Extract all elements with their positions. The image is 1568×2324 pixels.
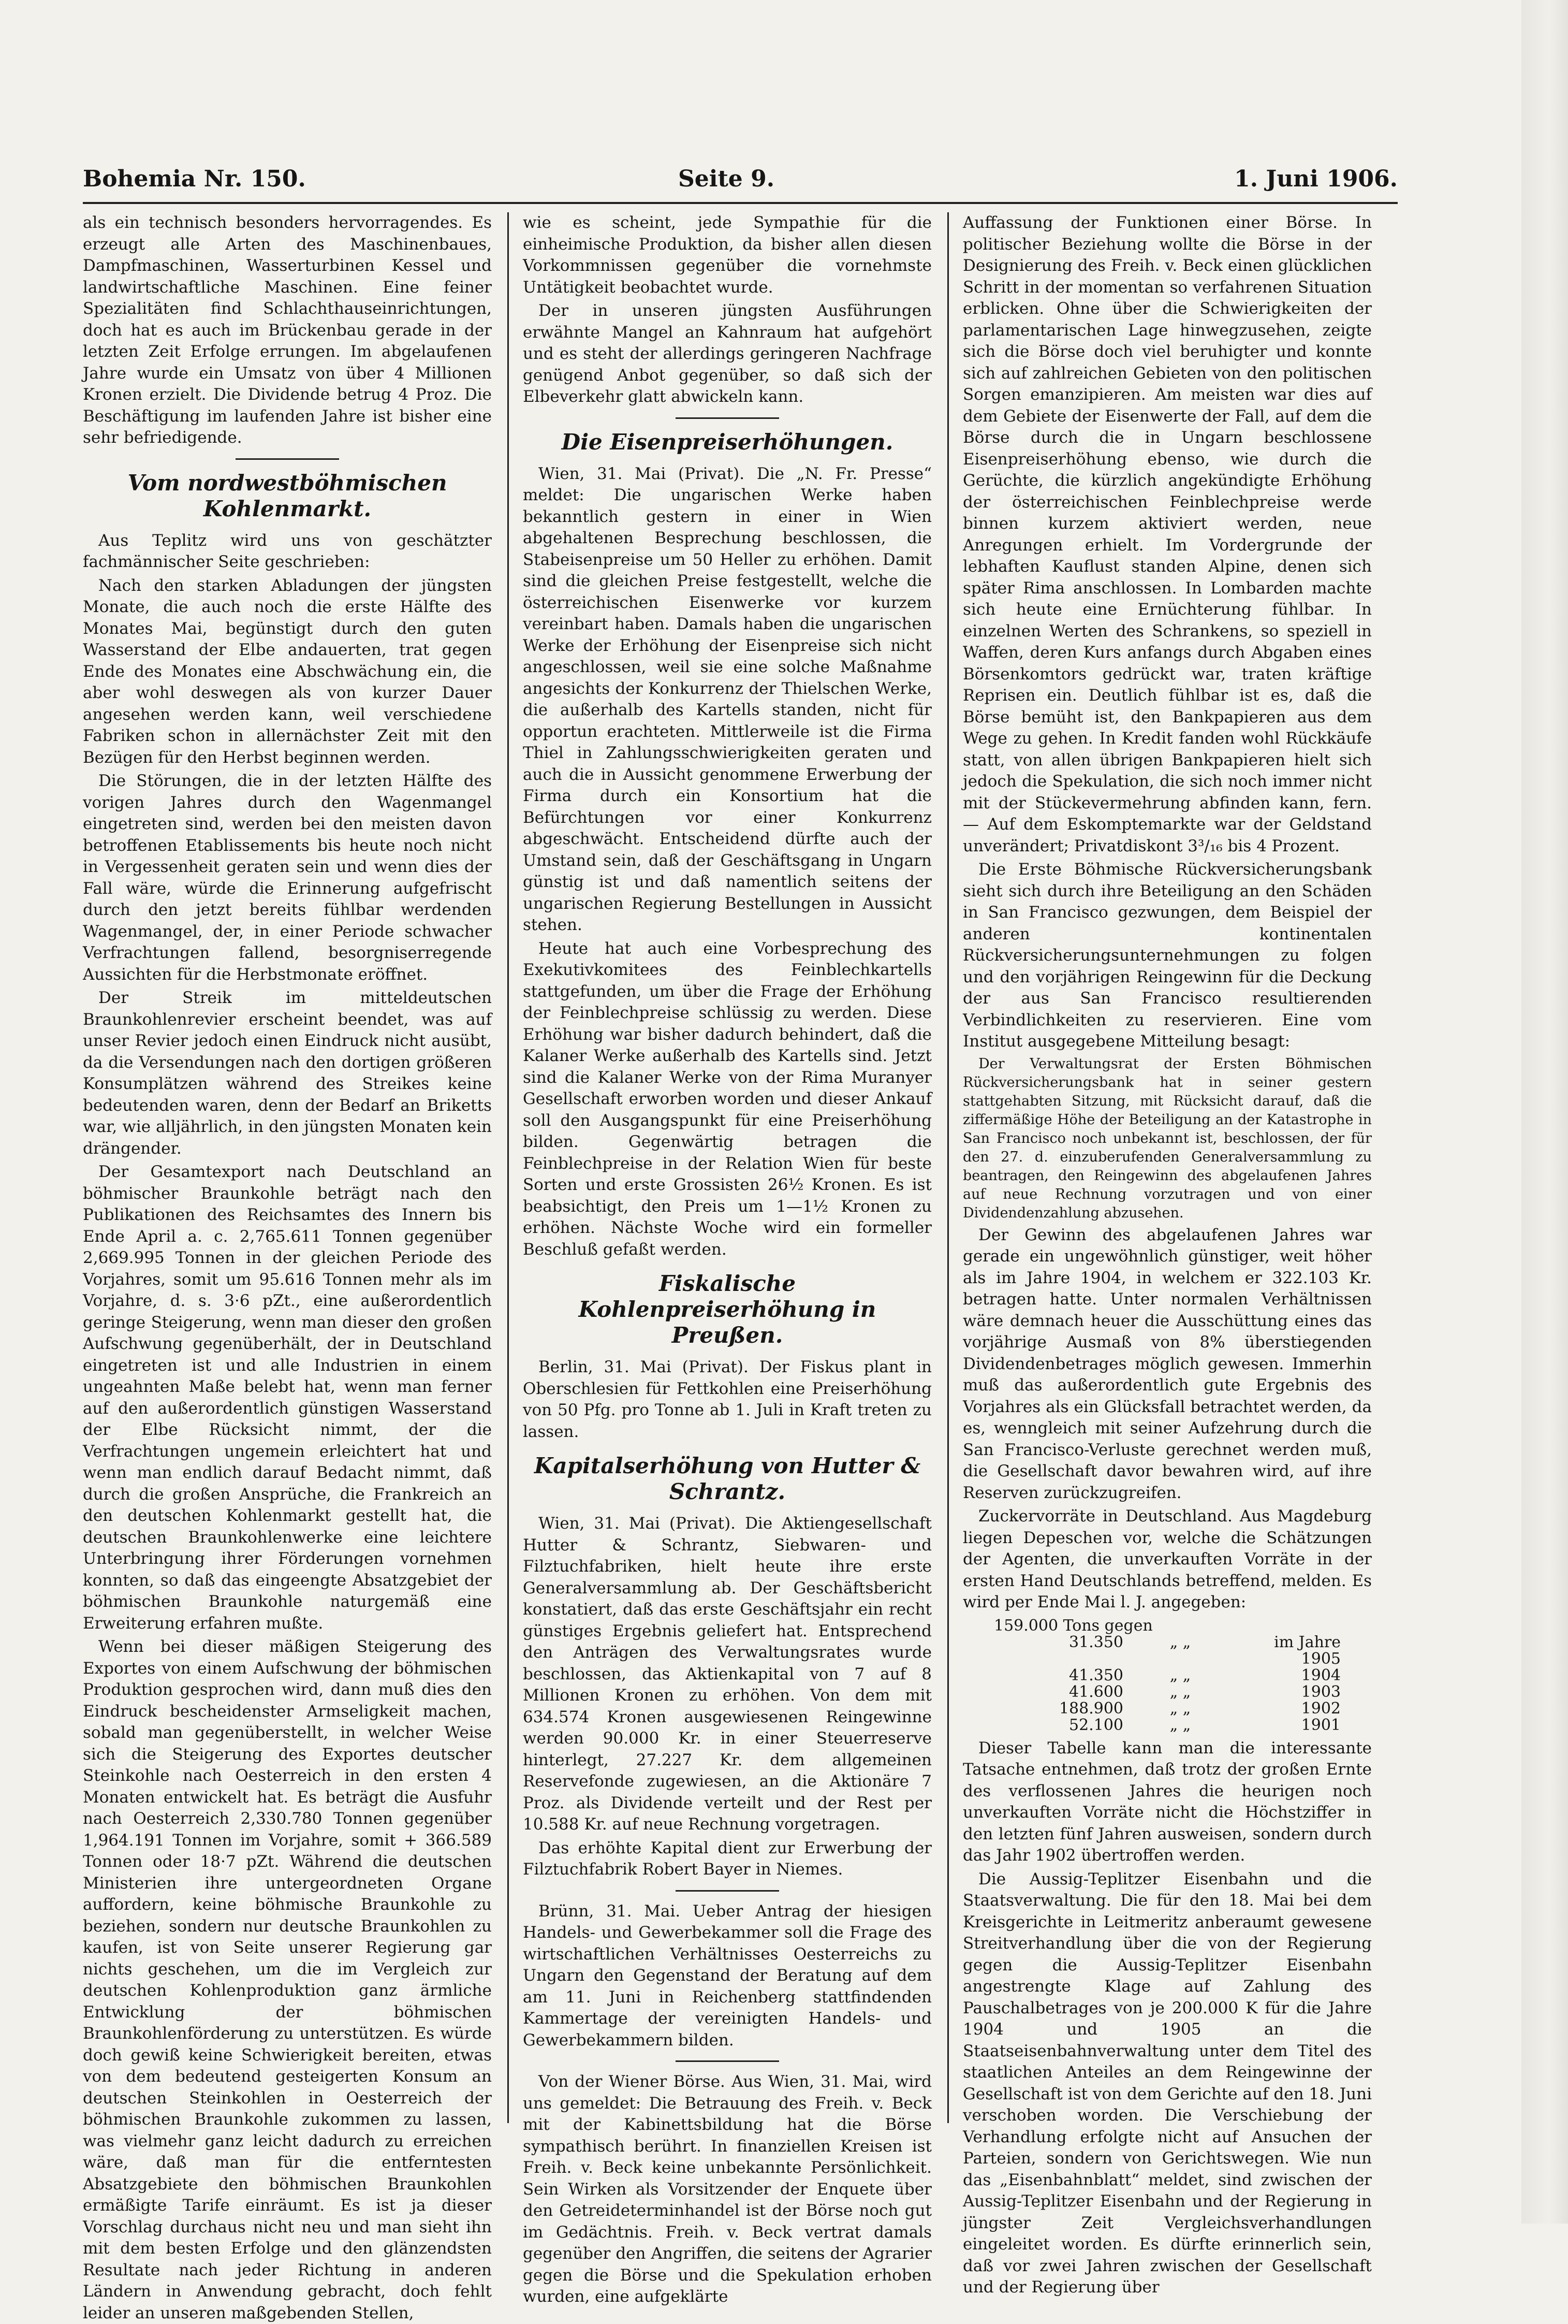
section-separator [676, 417, 779, 419]
paragraph: Der Gewinn des abgelaufenen Jahres war gerade ein ungewöhnlich günstiger, weit höher als im Jahre 1904, in welchem er 322.103 Kr. betragen hatte. Unter normalen Verhältnissen wäre demnach heuer die Ausschüttung eines das vorjährige Ausmaß von 8% überstiegenden Dividendenbetrages möglich gewesen. Immerhin muß das außerordentlich gute Ergebnis des Vorjahres als ein Glücksfall betrachtet werden, da es, wenngleich mit seiner Aufzehrung durch die San Francisco-Verluste gerechnet werden muß, die Gesellschaft davor bewahren wird, auf ihre Reserven zurückzugreifen. [963, 1225, 1372, 1502]
article-heading: Kapitalserhöhung von Hutter & Schrantz. [534, 1453, 921, 1504]
header-rule [83, 202, 1398, 204]
paragraph: Wien, 31. Mai (Privat). Die Aktiengesellschaft Hutter & Schrantz, Siebwaren- und Filztuchfabriken, hielt heute ihre erste Generalversammlung ab. Der Geschäftsbericht konstatiert, daß das erste Geschäftsjahr ein recht günstiges Ergebnis geliefert hat. Entsprechend den Anträgen des Verwaltungsrates wurde beschlossen, das Aktienkapital von 7 auf 8 Millionen Kronen zu erhöhen. Von dem mit 634.574 Kronen ausgewiesenen Reingewinne werden 90.000 Kr. in einer Steuerreserve hinterlegt, 27.227 Kr. dem allgemeinen Reservefonde zugewiesen, an die Aktionäre 7 Proz. als Dividende verteilt und der Rest per 10.588 Kr. auf neue Rechnung vorgetragen. [523, 1514, 932, 1834]
table-cell: 1901 [1301, 1716, 1341, 1734]
table-row [994, 1684, 1372, 1701]
column-3 [963, 212, 1372, 2297]
table-cell: 41.600 [1069, 1682, 1123, 1701]
section-separator [236, 458, 339, 460]
table-cell: „ „ [1169, 1633, 1191, 1651]
paragraph: Brünn, 31. Mai. Ueber Antrag der hiesigen Handels- und Gewerbekammer soll die Frage des wirtschaftlichen Verhältnisses Oesterreichs zu Ungarn den Gegenstand der Beratung auf dem am 11. Juni in Reichenberg stattfindenden Kammertage der vereinigten Handels- und Gewerbekammern bilden. [523, 1901, 932, 2050]
column-divider [507, 212, 509, 2123]
paragraph: Auffassung der Funktionen einer Börse. In politischer Beziehung wollte die Börse in der Designierung des Freih. v. Beck einen glücklichen Schritt in der momentan so verfahrenen Situation erblicken. Ohne über die Schwierigkeiten der parlamentarischen Lage hinwegzusehen, zeigte sich die Börse doch viel beruhigter und konnte sich auf zahlreichen Gebieten von den politischen Sorgen emanzipieren. Am meisten war dies auf dem Gebiete der Eisenwerte der Fall, auf dem die Börse durch die in Ungarn beschlossene Eisenpreiserhöhung ebenso, wie durch die Gerüchte, die kürzlich angekündigte Erhöhung der österreichischen Feinblechpreise werde binnen kurzem aktiviert werden, neue Anregungen erhielt. Im Vordergrunde der lebhaften Kauflust standen Alpine, denen sich später Rima anschlossen. In Lombarden machte sich heute eine Ernüchterung fühlbar. In einzelnen Werten des Schrankens, so speziell in Waffen, deren Kurs anfangs durch Abgaben eines Börsenkomtors gedrückt war, traten kräftige Reprisen ein. Deutlich fühlbar ist es, daß die Börse bemüht ist, den Bankpapieren aus dem Wege zu gehen. In Kredit fanden wohl Rückkäufe statt, von allen übrigen Bankpapieren hielt sich jedoch die Spekulation, die sich noch immer nicht mit der Stückevermehrung abfinden kann, fern. — Auf dem Eskomptemarkte war der Geldstand unverändert; Privatdiskont 3³/₁₆ bis 4 Prozent. [963, 213, 1372, 855]
section-separator [676, 1890, 779, 1892]
article-heading: Vom nordwestböhmischen Kohlenmarkt. [127, 470, 447, 521]
section-separator [676, 2060, 779, 2062]
paragraph: Dieser Tabelle kann man die interessante Tatsache entnehmen, daß trotz der großen Ernte des verflossenen Jahres die heurigen noch unverkauften Vorräte nicht die Höchstziffer in den letzten fünf Jahren ausweisen, sondern durch das Jahr 1902 übertroffen werden. [963, 1738, 1372, 1865]
paragraph: Von der Wiener Börse. Aus Wien, 31. Mai, wird uns gemeldet: Die Betrauung des Freih. v. Beck mit der Kabinettsbildung hat die Börse sympathisch berührt. In finanziellen Kreisen ist Freih. v. Beck keine unbekannte Persönlichkeit. Sein Wirken als Vorsitzender der Enquete über den Getreideterminhandel ist der Börse noch gut im Gedächtnis. Freih. v. Beck vertrat damals gegenüber den Angriffen, die seitens der Agrarier gegen die Börse und die Spekulation erhoben wurden, eine aufgeklärte [523, 2072, 932, 2306]
paragraph: Nach den starken Abladungen der jüngsten Monate, die auch noch die erste Hälfte des Monates Mai, begünstigt durch den guten Wasserstand der Elbe andauerten, trat gegen Ende des Monates eine Abschwächung ein, die aber wohl deswegen als von kurzer Dauer angesehen werden kann, weil verschiedene Fabriken schon in allernächster Zeit mit den Bezügen für den Herbst beginnen werden. [83, 576, 492, 767]
table-cell: „ „ [1169, 1666, 1191, 1684]
table-cell: „ „ [1169, 1682, 1191, 1701]
paragraph: wie es scheint, jede Sympathie für die einheimische Produktion, da bisher allen diesen Vorkommnissen gegenüber die vornehmste Untätigkeit beobachtet wurde. [523, 213, 932, 297]
header-page-number: Seite 9. [678, 166, 775, 192]
table-cell: 41.350 [1069, 1666, 1123, 1684]
article-heading: Fiskalische Kohlenpreiserhöhung in Preußen. [578, 1271, 876, 1348]
paragraph: Berlin, 31. Mai (Privat). Der Fiskus plant in Oberschlesien für Fettkohlen eine Preiserhöhung von 50 Pfg. pro Tonne ab 1. Juli in Kraft treten zu lassen. [523, 1358, 932, 1441]
paragraph: Das erhöhte Kapital dient zur Erwerbung der Filztuchfabrik Robert Bayer in Niemes. [523, 1838, 932, 1879]
sugar-stock-table [994, 1618, 1372, 1734]
page-header [83, 155, 1398, 202]
table-cell: 31.350 [1069, 1633, 1123, 1651]
quoted-paragraph: Der Verwaltungsrat der Ersten Böhmischen Rückversicherungsbank hat in seiner gestern stattgehabten Sitzung, mit Rücksicht darauf, daß die ziffermäßige Höhe der Beteiligung an der Katastrophe in San Francisco noch unbekannt ist, beschlossen, der für den 27. d. einzuberufenden Generalversammlung zu beantragen, den Reingewinn des abgelaufenen Jahres auf neue Rechnung vorzutragen und von einer Dividendenzahlung abzusehen. [963, 1055, 1372, 1221]
paragraph: Der Streik im mitteldeutschen Braunkohlenrevier erscheint beendet, was auf unser Revier jedoch einen Eindruck nicht ausübt, da die Versendungen nach den dortigen größeren Konsumplätzen während des Streikes keine bedeutenden waren, denn der Bedarf an Briketts war, wie alljährlich, in den jüngsten Monaten kein drängender. [83, 989, 492, 1158]
paragraph: Die Störungen, die in der letzten Hälfte des vorigen Jahres durch den Wagenmangel eingetreten sind, werden bei den meisten davon betroffenen Etablissements bis heute noch nicht in Vergessenheit geraten sein und wenn dies der Fall wäre, würde die Erinnerung aufgefrischt durch den jetzt bereits fühlbar werdenden Wagenmangel, der, in einer Periode schwacher Verfrachtungen fallend, besorgniserregende Aussichten für die Herbstmonate eröffnet. [83, 772, 492, 984]
table-cell: 1904 [1301, 1666, 1341, 1684]
table-cell: 1903 [1301, 1682, 1341, 1701]
paragraph: Die Erste Böhmische Rückversicherungsbank sieht sich durch ihre Beteiligung an den Schäden in San Francisco gezwungen, dem Beispiel der anderen kontinentalen Rückversicherungsunternehmungen zu folgen und den vorjährigen Reingewinn für die Deckung der aus San Francisco resultierenden Verbindlichkeiten zu reservieren. Eine vom Institut ausgegebene Mitteilung besagt: [963, 860, 1372, 1051]
article-heading: Die Eisenpreiserhöhungen. [561, 429, 893, 455]
column-1 [83, 212, 492, 2322]
paragraph: Wien, 31. Mai (Privat). Die „N. Fr. Presse“ meldet: Die ungarischen Werke haben bekanntlich gestern in einer in Wien abgehaltenen Besprechung beschlossen, die Stabeisenpreise um 50 Heller zu erhöhen. Damit sind die gleichen Preise festgestellt, welche die österreichischen Eisenwerke vor kurzem vereinbart haben. Damals haben die ungarischen Werke der Erhöhung der Eisenpreise sich nicht angeschlossen, weil sie eine solche Maßnahme angesichts der Konkurrenz der Thielschen Werke, die außerhalb des Kartells standen, nicht für opportun erachteten. Mittlerweile ist die Firma Thiel in Zahlungsschwierigkeiten geraten und auch die in Aussicht genommene Erwerbung der Firma durch ein Konsortium hat die Befürchtungen vor einer Konkurrenz abgeschwächt. Entscheidend dürfte auch der Umstand sein, daß der Geschäftsgang in Ungarn günstig ist und daß namentlich seitens der ungarischen Regierung Bestellungen in Aussicht stehen. [523, 464, 932, 934]
paragraph: Der in unseren jüngsten Ausführungen erwähnte Mangel an Kahnraum hat aufgehört und es steht der allerdings geringeren Nachfrage genügend Anbot gegenüber, so daß sich der Elbeverkehr glatt abwickeln kann. [523, 301, 932, 406]
table-row [994, 1618, 1372, 1634]
column-divider [947, 212, 949, 2123]
table-row [994, 1717, 1372, 1734]
paragraph: Heute hat auch eine Vorbesprechung des Exekutivkomitees des Feinblechkartells stattgefunden, um über die Frage der Erhöhung der Feinblechpreise schlüssig zu werden. Diese Erhöhung war bisher dadurch behindert, daß die Kalaner Werke außerhalb des Kartells sind. Jetzt sind die Kalaner Werke von der Rima Muranyer Gesellschaft erworben worden und dieser Ankauf soll den Ausgangspunkt für eine Preiserhöhung bilden. Gegenwärtig betragen die Feinblechpreise in der Relation Wien für beste Sorten und erste Grossisten 26½ Kronen. Es ist beabsichtigt, den Preis um 1—1½ Kronen zu erhöhen. Nächste Woche wird ein formeller Beschluß gefaßt werden. [523, 939, 932, 1259]
table-cell: 188.900 [1059, 1699, 1123, 1718]
page-edge-shadow [1521, 0, 1568, 2224]
table-cell: 159.000 Tons gegen [994, 1616, 1153, 1635]
table-row [994, 1701, 1372, 1717]
paragraph: Aus Teplitz wird uns von geschätzter fachmännischer Seite geschrieben: [83, 531, 492, 571]
table-cell: „ „ [1169, 1716, 1191, 1734]
table-cell: 1902 [1301, 1699, 1341, 1718]
paragraph: Wenn bei dieser mäßigen Steigerung des Exportes von einem Aufschwung der böhmischen Produktion gesprochen wird, dann muß dies den Eindruck bescheidenster Armseligkeit machen, sobald man gegenüberstellt, in welcher Weise sich die Steigerung des Exportes deutscher Steinkohle nach Oesterreich in den ersten 4 Monaten entwickelt hat. Es beträgt die Ausfuhr nach Oesterreich 2,330.780 Tonnen gegenüber 1,964.191 Tonnen im Vorjahre, somit + 366.589 Tonnen oder 18·7 pZt. Während die deutschen Ministerien ihre untergeordneten Organe auffordern, keine böhmische Braunkohle zu beziehen, sondern nur deutsche Braunkohlen zu kaufen, ist von Seite unserer Regierung gar nichts geschehen, um die im Vergleich zur deutschen Kohlenproduktion ganz ärmliche Entwicklung der böhmischen Braunkohlenförderung zu unterstützen. Es würde doch gewiß keine Schwierigkeit bereiten, etwas von dem bedeutend gesteigerten Konsum an deutschen Steinkohlen in Oesterreich der böhmischen Braunkohle zukommen zu lassen, was vielmehr ganz leicht dadurch zu erreichen wäre, daß man für die entferntesten Absatzgebiete den böhmischen Braunkohlen ermäßigte Tarife einräumt. Es ist ja dieser Vorschlag durchaus nicht neu und man sieht ihn mit dem besten Erfolge und den glänzendsten Resultate nach jeder Richtung in anderen Ländern in Anwendung gebracht, doch fehlt leider an unseren maßgebenden Stellen, [83, 1637, 492, 2322]
paragraph: Zuckervorräte in Deutschland. Aus Magdeburg liegen Depeschen vor, welche die Schätzungen der Agenten, die unverkauften Vorräte in der ersten Hand Deutschlands betreffend, melden. Es wird per Ende Mai l. J. angegeben: [963, 1507, 1372, 1611]
paragraph: als ein technisch besonders hervorragendes. Es erzeugt alle Arten des Maschinenbaues, Dampfmaschinen, Wasserturbinen Kessel und landwirtschaftliche Maschinen. Eine feiner Spezialitäten find Schlachthauseinrichtungen, doch hat es auch im Brückenbau gerade in der letzten Zeit Erfolge errungen. Im abgelaufenen Jahre wurde ein Umsatz von über 4 Millionen Kronen erzielt. Die Dividende betrug 4 Proz. Die Beschäftigung im laufenden Jahre ist bisher eine sehr befriedigende. [83, 213, 492, 447]
paragraph: Die Aussig-Teplitzer Eisenbahn und die Staatsverwaltung. Die für den 18. Mai bei dem Kreisgerichte in Leitmeritz anberaumt gewesene Streitverhandlung über die von der Regierung gegen die Aussig-Teplitzer Eisenbahn angestrengte Klage auf Zahlung des Pauschalbetrages von je 200.000 K für die Jahre 1904 und 1905 an die Staatseisenbahnverwaltung unter dem Titel des staatlichen Anteiles an dem Reingewinne der Gesellschaft ist von dem Gerichte auf den 18. Juni verschoben worden. Die Verschiebung der Verhandlung erfolgte nicht auf Ansuchen der Parteien, sondern von Gerichtswegen. Wie nun das „Eisenbahnblatt“ meldet, sind zwischen der Aussig-Teplitzer Eisenbahn und der Regierung in jüngster Zeit Vergleichsverhandlungen eingeleitet worden. Es dürfte erinnerlich sein, daß vor zwei Jahren zwischen der Gesellschaft und der Regierung über [963, 1869, 1372, 2297]
table-cell: im Jahre 1905 [1274, 1633, 1341, 1668]
table-row [994, 1634, 1372, 1667]
header-date: 1. Juni 1906. [1234, 166, 1398, 192]
column-2 [523, 212, 932, 2306]
header-publication: Bohemia Nr. 150. [83, 166, 306, 192]
table-cell: „ „ [1169, 1699, 1191, 1718]
newspaper-page [83, 155, 1398, 2322]
table-cell: 52.100 [1069, 1716, 1123, 1734]
table-row [994, 1667, 1372, 1684]
paragraph: Der Gesamtexport nach Deutschland an böhmischer Braunkohle beträgt nach den Publikationen des Reichsamtes des Innern bis Ende April a. c. 2,765.611 Tonnen gegenüber 2,669.995 Tonnen in der gleichen Periode des Vorjahres, somit um 95.616 Tonnen mehr als im Vorjahre, d. s. 3·6 pZt., eine außerordentlich geringe Steigerung, wenn man dieser den großen Aufschwung gegenüberhält, der in Deutschland eingetreten ist und alle Industrien in einem ungeahnten Maße belebt hat, wenn man ferner auf den außerordentlich günstigen Wasserstand der Elbe Rücksicht nimmt, der die Verfrachtungen ungemein erleichtert hat und wenn man endlich darauf Bedacht nimmt, daß durch die großen Ansprüche, die Frankreich an den deutschen Kohlenmarkt gestellt hat, die deutschen Braunkohlenwerke eine leichtere Unterbringung ihrer Förderungen vornehmen konnten, so daß das eingeengte Absatzgebiet der böhmischen Braunkohle naturgemäß eine Erweiterung erfahren mußte. [83, 1163, 492, 1633]
